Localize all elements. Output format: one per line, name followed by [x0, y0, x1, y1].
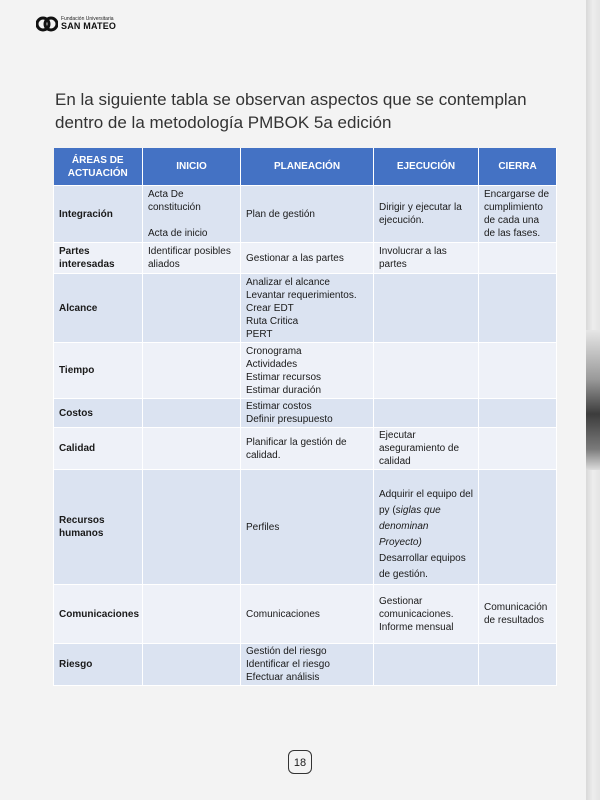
cell-planeacion: Analizar el alcance Levantar requerimientos. Crear EDT Ruta Critica PERT: [241, 274, 374, 343]
university-logo: [36, 14, 116, 34]
cell-inicio: Identificar posibles aliados: [143, 243, 241, 274]
cell-ejecucion-text: Adquirir el equipo del py (: [379, 489, 473, 516]
cell-area: Comunicaciones: [54, 585, 143, 644]
cell-ejecucion: Ejecutar aseguramiento de calidad: [374, 428, 479, 470]
cell-planeacion: Plan de gestión: [241, 186, 374, 243]
cell-cierra: Comunicación de resultados: [479, 585, 557, 644]
cell-ejecucion-text-2: Desarrollar equipos de gestión.: [379, 553, 466, 580]
cell-ejecucion: [374, 274, 479, 343]
cell-area: Riesgo: [54, 644, 143, 686]
cell-area: Calidad: [54, 428, 143, 470]
table-row: [54, 243, 557, 274]
table-header-row: [54, 148, 557, 186]
cell-ejecucion-italic: siglas que denominan Proyecto): [379, 505, 441, 548]
cell-inicio: [143, 274, 241, 343]
cell-planeacion: Cronograma Actividades Estimar recursos Estimar duración: [241, 343, 374, 399]
header-areas: ÁREAS DE ACTUACIÓN: [54, 148, 143, 186]
page-number: 18: [288, 750, 312, 774]
table-row: [54, 186, 557, 243]
cell-ejecucion: Involucrar a las partes: [374, 243, 479, 274]
cell-cierra: [479, 343, 557, 399]
cell-cierra: [479, 428, 557, 470]
cell-inicio: [143, 399, 241, 428]
table-row: [54, 428, 557, 470]
cell-planeacion: Gestión del riesgo Identificar el riesgo Efectuar análisis: [241, 644, 374, 686]
header-inicio: INICIO: [143, 148, 241, 186]
intro-paragraph: En la siguiente tabla se observan aspectos que se contemplan dentro de la metodología PMBOK 5a edición: [55, 90, 527, 132]
cell-cierra: [479, 274, 557, 343]
logo-line2: SAN MATEO: [61, 21, 117, 31]
cell-planeacion: Gestionar a las partes: [241, 243, 374, 274]
cell-cierra: [479, 243, 557, 274]
table-row: [54, 644, 557, 686]
cell-inicio: [143, 343, 241, 399]
cell-cierra: [479, 644, 557, 686]
cell-area: Recursos humanos: [54, 470, 143, 585]
cell-cierra: [479, 470, 557, 585]
cell-area: Costos: [54, 399, 143, 428]
table-row: [54, 343, 557, 399]
page-edge: [586, 0, 600, 800]
header-ejecucion: EJECUCIÓN: [374, 148, 479, 186]
cell-planeacion: Planificar la gestión de calidad.: [241, 428, 374, 470]
cell-area: Alcance: [54, 274, 143, 343]
cell-ejecucion: Gestionar comunicaciones. Informe mensual: [374, 585, 479, 644]
cell-planeacion: Estimar costos Definir presupuesto: [241, 399, 374, 428]
cell-inicio: [143, 644, 241, 686]
edge-shadow: [586, 330, 600, 470]
cell-inicio: Acta De constitución Acta de inicio: [143, 186, 241, 243]
logo-mark-icon: [36, 14, 58, 34]
cell-area: Tiempo: [54, 343, 143, 399]
cell-ejecucion: Dirigir y ejecutar la ejecución.: [374, 186, 479, 243]
cell-ejecucion: [374, 399, 479, 428]
cell-ejecucion: [374, 470, 479, 585]
cell-inicio: [143, 428, 241, 470]
cell-area: Integración: [54, 186, 143, 243]
header-cierra: CIERRA: [479, 148, 557, 186]
logo-line1: Fundación Universitaria: [61, 16, 114, 22]
cell-cierra: [479, 399, 557, 428]
table-row: [54, 470, 557, 585]
cell-inicio: [143, 470, 241, 585]
cell-ejecucion: [374, 644, 479, 686]
table-row: [54, 585, 557, 644]
cell-planeacion: Comunicaciones: [241, 585, 374, 644]
table-row: [54, 274, 557, 343]
cell-cierra: Encargarse de cumplimiento de cada una de las fases.: [479, 186, 557, 243]
cell-inicio: [143, 585, 241, 644]
cell-area: Partes interesadas: [54, 243, 143, 274]
cell-planeacion: Perfiles: [241, 470, 374, 585]
pmbok-table: [53, 148, 557, 686]
cell-ejecucion: [374, 343, 479, 399]
table-row: [54, 399, 557, 428]
header-planeacion: PLANEACIÓN: [241, 148, 374, 186]
